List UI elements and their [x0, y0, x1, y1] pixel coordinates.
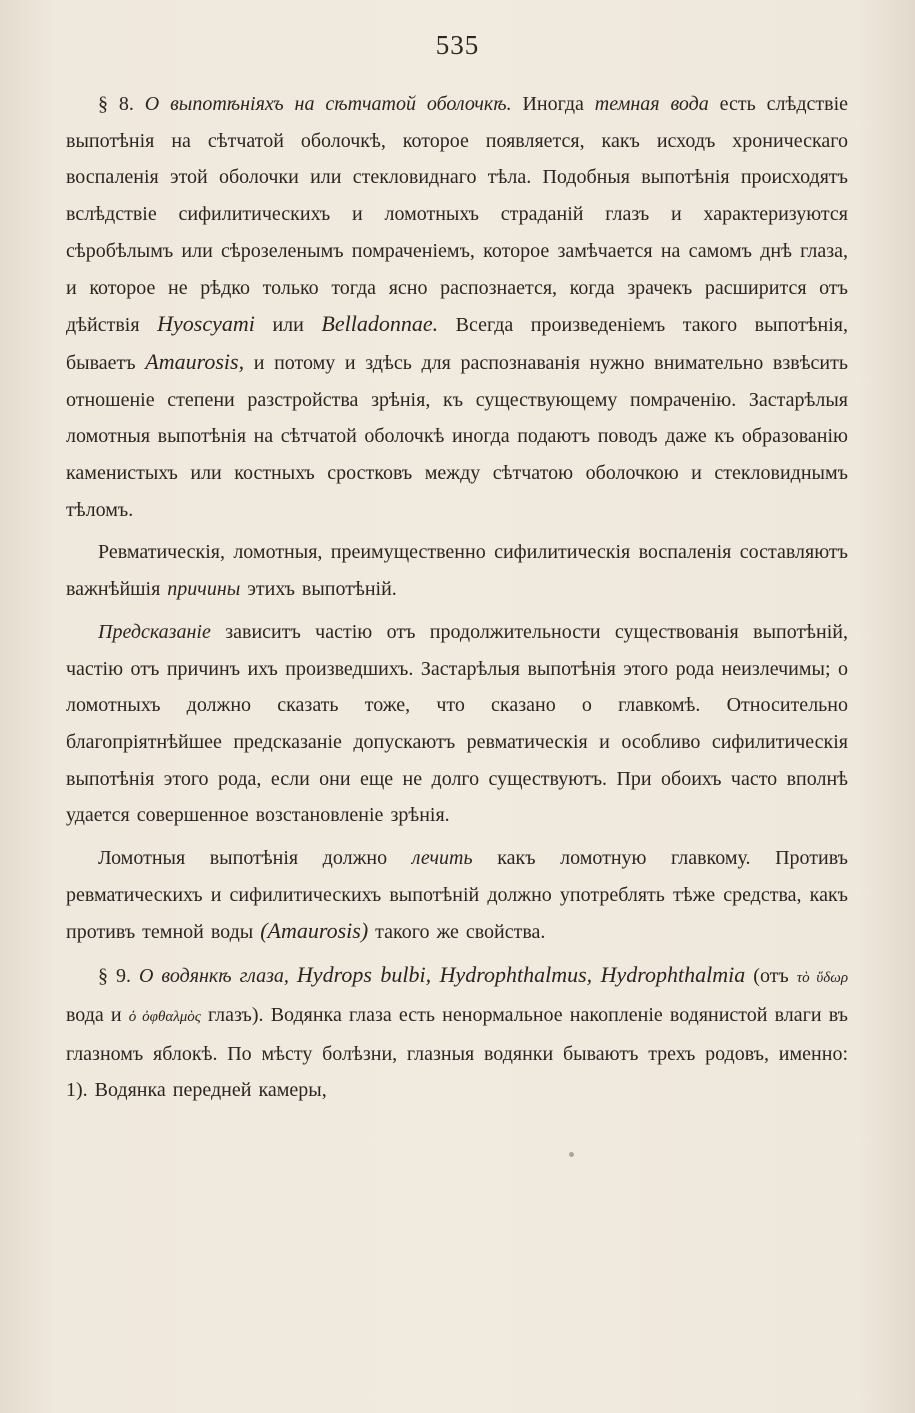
emphasis-term: темная вода	[594, 93, 709, 115]
emphasis-term: Предсказаніе	[98, 620, 211, 643]
page-number: 535	[435, 30, 480, 60]
text-run: есть слѣдствіе выпотѣнія на сѣтчатой оболочкѣ, которое появляется, какъ исходъ хроническаго воспаленія этой оболочки или стекловиднаго тѣла. Подобныя выпотѣнія происходятъ вслѣдствіе сифилитическихъ и ломотныхъ страданій глазъ и характеризуются сѣробѣлымъ или сѣрозеленымъ помраченіемъ, которое замѣчается на самомъ днѣ глаза, и которое не рѣдко только тогда ясно распознается, когда зрачекъ расширится отъ дѣйствія	[66, 93, 849, 337]
text-run: такого же свойства.	[375, 921, 546, 944]
text-run: Всегда произведеніемъ такого выпотѣнія, бываетъ	[66, 314, 849, 374]
section-heading: О водянкѣ глаза,	[139, 965, 289, 988]
latin-term: (Amaurosis)	[260, 918, 369, 944]
text-run: глазъ). Водянка глаза есть ненормальное накопленіе водянистой влаги въ глазномъ яблокѣ. По мѣсту болѣзни, глазныя водянки бываютъ трехъ родовъ, именно: 1). Водянка передней камеры,	[66, 1003, 848, 1102]
text-run: или	[272, 314, 304, 337]
text-run: Ревматическія, ломотныя, преимущественно сифилитическія воспаленія составляютъ важнѣйшія	[66, 541, 848, 601]
latin-term: Hydrops bulbi, Hydrophthalmus, Hydrophthalmia	[296, 962, 746, 988]
emphasis-term: лечить	[411, 847, 473, 870]
latin-term: Belladonnae.	[321, 311, 439, 337]
emphasis-term: причины	[167, 578, 241, 601]
text-run: (отъ	[753, 965, 789, 988]
text-run: Иногда	[522, 93, 584, 115]
section-number: § 8.	[98, 93, 134, 115]
text-run: вода и	[66, 1003, 122, 1026]
latin-term: Hyoscyami	[157, 311, 255, 337]
ink-spot	[569, 1152, 574, 1157]
body-text	[66, 86, 848, 1109]
section-heading: О выпотѣніяхъ на сѣтчатой оболочкѣ.	[144, 93, 512, 115]
greek-term: τὸ ὕδωρ	[796, 970, 849, 987]
paragraph-section-9	[66, 957, 848, 1109]
section-number: § 9.	[98, 965, 131, 988]
paragraph-prognosis	[66, 614, 848, 834]
paragraph-section-8	[66, 86, 848, 528]
text-run: и потому и здѣсь для распознаванія нужно внимательно взвѣсить отношеніе степени разстройства зрѣнія, къ существующему помраченію. Застарѣлыя ломотныя выпотѣнія на сѣтчатой оболочкѣ иногда подаютъ поводъ даже къ образованію каменистыхъ или костныхъ сростковъ между сѣтчатою оболочкою и стекловиднымъ тѣломъ.	[66, 351, 848, 521]
paragraph-causes	[66, 534, 848, 607]
text-run: зависитъ частію отъ продолжительности существованія выпотѣній, частію отъ причинъ ихъ произведшихъ. Застарѣлыя выпотѣнія этого рода неизлечимы; о ломотныхъ должно сказать тоже, что сказано о главкомѣ. Относительно благопріятнѣйшее предсказаніе допускаютъ ревматическія и особливо сифилитическія выпотѣнія этого рода, если они еще не долго существуютъ. При обоихъ часто вполнѣ удается совершенное возстановленіе зрѣнія.	[66, 620, 849, 827]
text-run: какъ ломотную главкому. Противъ ревматическихъ и сифилитическихъ выпотѣній должно употреблять тѣже средства, какъ противъ темной воды	[66, 847, 849, 944]
greek-term: ὁ ὀφθαλμὸς	[128, 1008, 201, 1025]
paragraph-treatment	[66, 840, 848, 951]
latin-term: Amaurosis,	[145, 348, 245, 374]
text-run: этихъ выпотѣній.	[247, 578, 397, 601]
text-run: Ломотныя выпотѣнія должно	[98, 847, 388, 870]
